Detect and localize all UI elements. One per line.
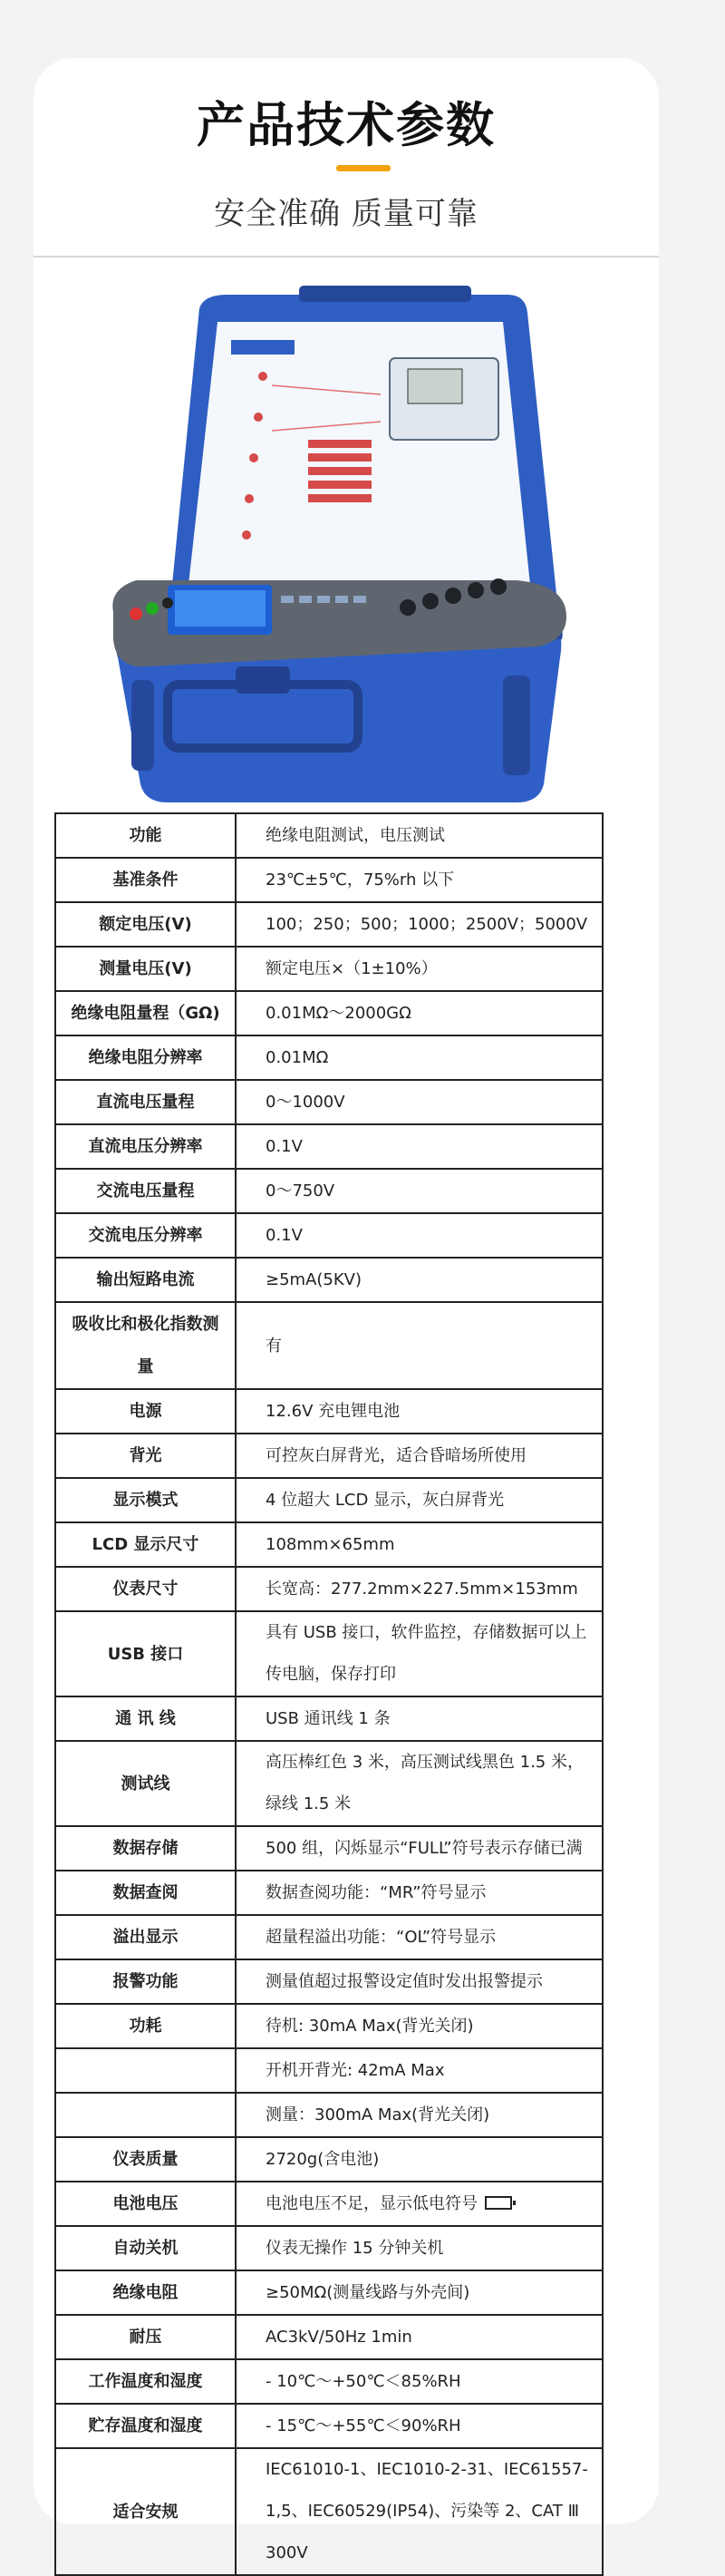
spec-row (55, 1389, 603, 1434)
spec-label: 电源 (55, 1389, 236, 1434)
spec-value-text: 额定电压×（1±10%） (266, 959, 438, 978)
spec-row (55, 2004, 603, 2048)
spec-row (55, 2048, 603, 2093)
spec-value-text: 具有 USB 接口，软件监控，存储数据可以上传电脑，保存打印 (266, 1623, 587, 1684)
spec-row (55, 1611, 603, 1696)
spec-value (236, 1826, 603, 1871)
spec-value (236, 2182, 603, 2226)
spec-value-text: 高压棒红色 3 米，高压测试线黑色 1.5 米，绿线 1.5 米 (266, 1753, 584, 1813)
spec-row (55, 858, 603, 902)
spec-label: 溢出显示 (55, 1915, 236, 1959)
spec-label: 功耗 (55, 2004, 236, 2048)
spec-value-text: 数据查阅功能：“MR”符号显示 (266, 1883, 487, 1902)
spec-label: USB 接口 (55, 1611, 236, 1696)
spec-value (236, 1124, 603, 1169)
spec-value-text: 23℃±5℃，75%rh 以下 (266, 870, 455, 889)
spec-label: 直流电压分辨率 (55, 1124, 236, 1169)
spec-label: 数据存储 (55, 1826, 236, 1871)
spec-value-text: 开机开背光: 42mA Max (266, 2061, 445, 2080)
spec-row (55, 1434, 603, 1478)
spec-value (236, 1389, 603, 1434)
spec-value (236, 2448, 603, 2575)
spec-row (55, 902, 603, 947)
spec-label: 仪表尺寸 (55, 1567, 236, 1611)
spec-label: 自动关机 (55, 2226, 236, 2270)
spec-value-text: 电池电压不足，显示低电符号 (266, 2194, 478, 2213)
spec-label: 电池电压 (55, 2182, 236, 2226)
spec-value-text: 0.1V (266, 1137, 303, 1156)
title-accent-bar (336, 165, 391, 171)
spec-value (236, 1478, 603, 1522)
spec-row (55, 2315, 603, 2359)
spec-label (55, 2093, 236, 2137)
spec-value-text: 0.1V (266, 1226, 303, 1245)
spec-value (236, 2404, 603, 2448)
spec-value (236, 1959, 603, 2004)
spec-label: 通 讯 线 (55, 1696, 236, 1741)
spec-row (55, 1826, 603, 1871)
spec-table (54, 812, 604, 2576)
spec-value-text: 待机: 30mA Max(背光关闭) (266, 2017, 474, 2036)
spec-value-text: 0.01MΩ (266, 1048, 329, 1067)
spec-value (236, 1258, 603, 1302)
spec-row (55, 1959, 603, 2004)
spec-value (236, 2226, 603, 2270)
spec-label: 绝缘电阻 (55, 2270, 236, 2315)
spec-row (55, 1696, 603, 1741)
spec-row (55, 1871, 603, 1915)
spec-value (236, 1302, 603, 1389)
spec-row (55, 1478, 603, 1522)
spec-value-text: 500 组，闪烁显示“FULL”符号表示存储已满 (266, 1839, 583, 1858)
spec-row (55, 2270, 603, 2315)
page-title: 产品技术参数 (197, 98, 496, 153)
spec-label: 基准条件 (55, 858, 236, 902)
spec-row (55, 947, 603, 991)
spec-value-text: 12.6V 充电锂电池 (266, 1402, 401, 1421)
spec-row (55, 1213, 603, 1258)
spec-value (236, 902, 603, 947)
spec-value-text: 测量：300mA Max(背光关闭) (266, 2105, 490, 2124)
spec-row (55, 2093, 603, 2137)
spec-row (55, 991, 603, 1035)
spec-label: 吸收比和极化指数测量 (55, 1302, 236, 1389)
spec-value (236, 2048, 603, 2093)
spec-value-text: 4 位超大 LCD 显示，灰白屏背光 (266, 1491, 505, 1510)
spec-row (55, 813, 603, 858)
spec-value (236, 991, 603, 1035)
spec-row (55, 2404, 603, 2448)
spec-label: 贮存温度和湿度 (55, 2404, 236, 2448)
spec-value (236, 1611, 603, 1696)
spec-row (55, 1124, 603, 1169)
spec-label: 背光 (55, 1434, 236, 1478)
spec-value (236, 1567, 603, 1611)
spec-label: 适合安规 (55, 2448, 236, 2575)
spec-value-text: 仪表无操作 15 分钟关机 (266, 2239, 444, 2258)
spec-value (236, 947, 603, 991)
low-battery-icon (485, 2196, 512, 2210)
spec-row (55, 2359, 603, 2404)
spec-row (55, 1741, 603, 1826)
spec-value (236, 1696, 603, 1741)
divider (34, 256, 659, 258)
spec-value-text: ≥50MΩ(测量线路与外壳间) (266, 2283, 470, 2302)
spec-value (236, 1080, 603, 1124)
spec-value (236, 2137, 603, 2182)
spec-value (236, 1741, 603, 1826)
spec-row (55, 1522, 603, 1567)
spec-value-text: 有 (266, 1336, 282, 1356)
spec-label: 交流电压量程 (55, 1169, 236, 1213)
spec-row (55, 1258, 603, 1302)
spec-row (55, 2448, 603, 2575)
spec-label: 交流电压分辨率 (55, 1213, 236, 1258)
spec-value (236, 2359, 603, 2404)
spec-value-text: 可控灰白屏背光，适合昏暗场所使用 (266, 1446, 527, 1465)
spec-value (236, 2093, 603, 2137)
spec-row (55, 1035, 603, 1080)
spec-value (236, 2315, 603, 2359)
spec-label: 测量电压(V) (55, 947, 236, 991)
spec-label (55, 2048, 236, 2093)
spec-value-text: ≥5mA(5KV) (266, 1270, 362, 1289)
spec-label: 功能 (55, 813, 236, 858)
spec-row (55, 1915, 603, 1959)
spec-label: 直流电压量程 (55, 1080, 236, 1124)
spec-row (55, 1567, 603, 1611)
spec-value (236, 1213, 603, 1258)
spec-value-text: AC3kV/50Hz 1min (266, 2328, 412, 2347)
spec-value-text: 100；250；500；1000；2500V；5000V (266, 915, 588, 934)
spec-value (236, 2270, 603, 2315)
spec-value (236, 1871, 603, 1915)
spec-label: 数据查阅 (55, 1871, 236, 1915)
spec-value (236, 1915, 603, 1959)
spec-value (236, 1434, 603, 1478)
spec-row (55, 1302, 603, 1389)
spec-label: 输出短路电流 (55, 1258, 236, 1302)
spec-value-text: - 15℃～+55℃＜90%RH (266, 2416, 461, 2435)
spec-label: 报警功能 (55, 1959, 236, 2004)
spec-value-text: 测量值超过报警设定值时发出报警提示 (266, 1972, 543, 1991)
spec-row (55, 2226, 603, 2270)
spec-row (55, 2137, 603, 2182)
insulation-tester-product-image (82, 258, 589, 812)
spec-value-text: 0～750V (266, 1181, 335, 1201)
spec-label: 显示模式 (55, 1478, 236, 1522)
page-subtitle: 安全准确 质量可靠 (214, 196, 478, 232)
spec-label: 绝缘电阻分辨率 (55, 1035, 236, 1080)
spec-value (236, 858, 603, 902)
spec-value-text: USB 通讯线 1 条 (266, 1709, 391, 1728)
spec-value (236, 2004, 603, 2048)
spec-value-text: 绝缘电阻测试，电压测试 (266, 826, 445, 845)
spec-value (236, 1169, 603, 1213)
spec-row (55, 1169, 603, 1213)
spec-value (236, 1522, 603, 1567)
spec-value (236, 1035, 603, 1080)
spec-value-text: 长宽高：277.2mm×227.5mm×153mm (266, 1580, 578, 1599)
spec-value-text: 0～1000V (266, 1093, 345, 1112)
spec-value-text: 超量程溢出功能：“OL”符号显示 (266, 1928, 497, 1947)
spec-label: 工作温度和湿度 (55, 2359, 236, 2404)
spec-value-text: 0.01MΩ～2000GΩ (266, 1004, 411, 1023)
spec-label: LCD 显示尺寸 (55, 1522, 236, 1567)
spec-row (55, 1080, 603, 1124)
spec-value (236, 813, 603, 858)
spec-label: 测试线 (55, 1741, 236, 1826)
spec-label: 额定电压(V) (55, 902, 236, 947)
spec-value-text: - 10℃～+50℃＜85%RH (266, 2372, 461, 2391)
spec-value-text: 2720g(含电池) (266, 2150, 380, 2169)
spec-label: 仪表质量 (55, 2137, 236, 2182)
spec-label: 绝缘电阻量程（GΩ) (55, 991, 236, 1035)
spec-row (55, 2182, 603, 2226)
spec-label: 耐压 (55, 2315, 236, 2359)
spec-value-text: IEC61010-1、IEC1010-2-31、IEC61557-1,5、IEC60529(IP54)、污染等 2、CAT Ⅲ 300V (266, 2460, 588, 2562)
spec-value-text: 108mm×65mm (266, 1535, 395, 1554)
